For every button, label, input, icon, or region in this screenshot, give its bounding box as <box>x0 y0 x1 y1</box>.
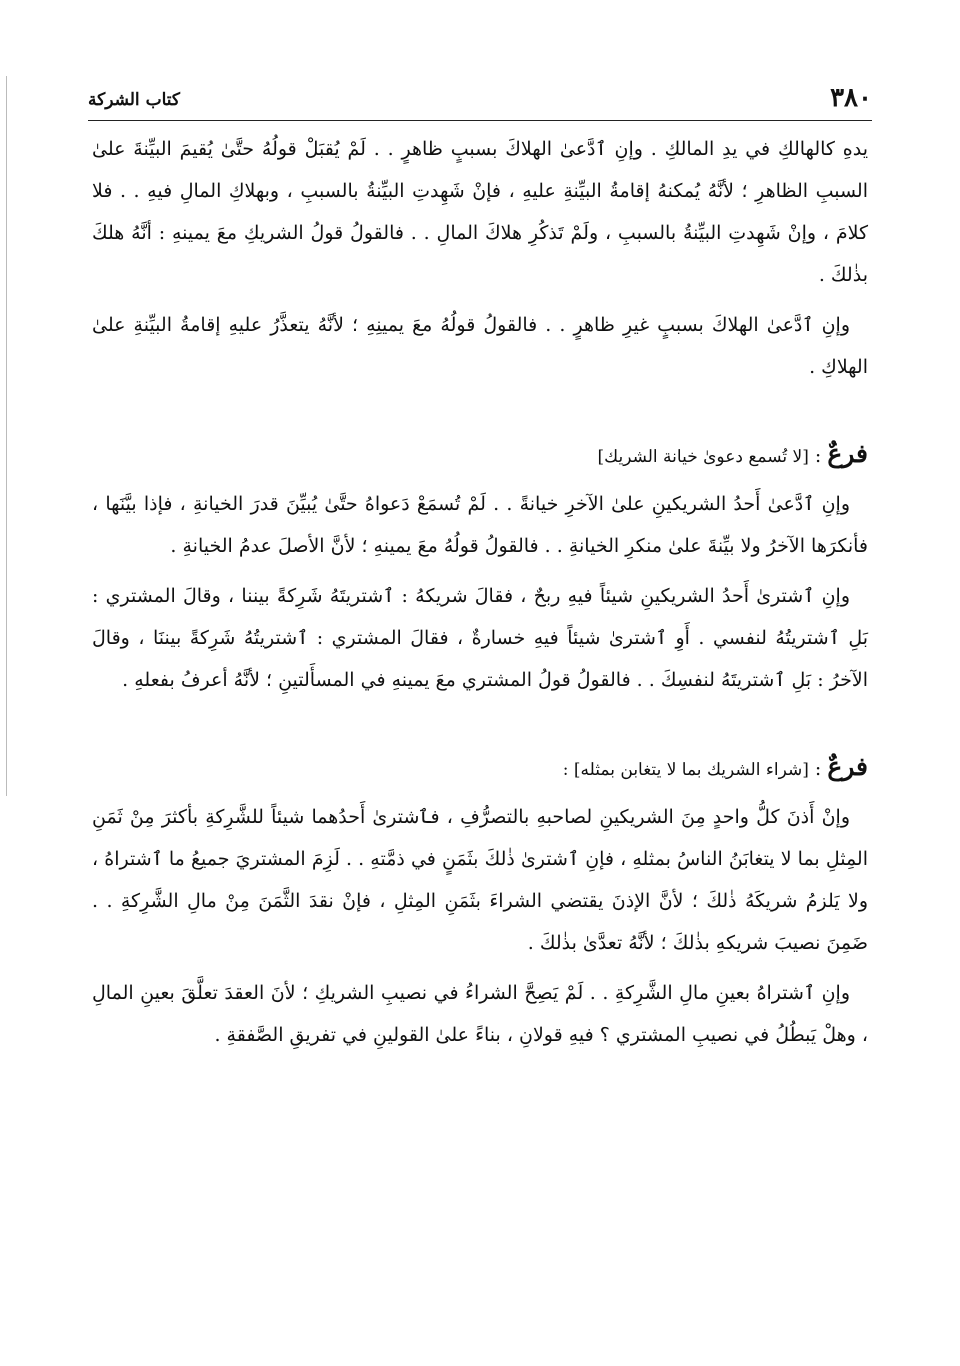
section-heading <box>92 432 868 479</box>
heading-separator: : <box>814 758 822 780</box>
branch-label: فرعٌ <box>827 752 868 781</box>
branch-title: [شراء الشريك بما لا يتغابن بمثله] : <box>562 760 809 780</box>
header-rule <box>88 120 872 121</box>
paragraph: وإنِ ٱدَّعىٰ الهلاكَ بسببٍ غيرِ ظاهرٍ . . فالقولُ قولُهُ معَ يمينِهِ ؛ لأنَّهُ يتعذَّرُ عليهِ إقامةُ البيِّنةِ علىٰ الهلاكِ . <box>92 314 868 378</box>
page-body <box>92 128 868 1064</box>
running-title: كتاب الشركة <box>88 90 180 110</box>
paragraph: وإنِ ٱشتراهُ بعينِ مالِ الشَّرِكةِ . . لَمْ يَصِحَّ الشراءُ في نصيبِ الشريكِ ؛ لأنَ العقدَ تعلَّقَ بعينِ المالِ ، وهلْ يَبطُلُ في نصيبِ المشتري ؟ فيهِ قولانِ ، بناءً علىٰ القولينِ في تفريقِ الصَّفقةِ . <box>92 982 868 1046</box>
paragraph: وإنِ ٱشترىٰ أَحدُ الشريكينِ شيئاً فيهِ ربحٌ ، فقالَ شريكهُ : ٱشتريتَهُ شَرِكةً بيننا ، وقالَ المشتري : بَلِ ٱشتريتُهُ لنفسي . أَوِ ٱشترىٰ شيئاً فيهِ خسارةٌ ، فقالَ المشتري : ٱشتريتُهُ شَرِكةً بيننَا ، وقالَ الآخرُ : بَلِ ٱشتريتَهُ لنفسِكَ . . فالقولُ قولُ المشتري معَ يمينهِ في المسأَلتينِ ؛ لأنَّهُ أعرفُ بفعلهِ . <box>92 585 868 691</box>
branch-section <box>92 432 868 701</box>
scan-edge-line <box>6 76 7 796</box>
branch-title: [لا تُسمع دعوىٰ خيانة الشريك] <box>597 447 809 467</box>
paragraph: وإنْ أَذنَ كلُّ واحدٍ مِنَ الشريكينِ لصاحبهِ بالتصرُّفِ ، فٱشترىٰ أَحدُهما شيئاً للشَّرِكةِ بأكثرَ مِنْ ثَمَنِ المِثلِ بما لا يتغابَنُ الناسُ بمثلهِ ، فإنِ ٱشترىٰ ذٰلكَ بثَمَنٍ في ذمَّتهِ . . لَزِمَ المشتريَ جميعُ ما ٱشتراهُ ، ولا يَلزمُ شريكَهُ ذٰلكَ ؛ لأنَّ الإذنَ يقتضي الشراءَ بثَمَنِ المِثلِ ، فإنْ نقدَ الثَّمَنَ مِنْ مالِ الشَّرِكةِ . . ضَمِنَ نصيبَ شريكهِ بذٰلكَ ؛ لأنَّهُ تعدَّىٰ بذٰلكَ . <box>92 806 868 954</box>
section-heading <box>92 745 868 792</box>
heading-separator: : <box>814 445 822 467</box>
page-header <box>88 80 872 120</box>
paragraph: وإنِ ٱدَّعىٰ أَحدُ الشريكينِ علىٰ الآخرِ خيانةً . . لَمْ تُسمَعْ دَعواهُ حتَّىٰ يُبيِّنَ قدرَ الخيانةِ ، فإذا بيَّنَها ، فأنكرَها الآخرُ ولا بيِّنةَ علىٰ منكرِ الخيانةِ . . فالقولُ قولُهُ معَ يمينهِ ؛ لأنَّ الأصلَ عدمُ الخيانةِ . <box>92 493 868 557</box>
paragraph: يدهِ كالهالكِ في يدِ المالكِ . وإنِ ٱدَّعىٰ الهلاكَ بسببٍ ظاهرٍ . . لَمْ يُقبَلْ قولُهُ حتَّىٰ يُقيمَ البيِّنةَ علىٰ السببِ الظاهرِ ؛ لأنَّهُ يُمكنهُ إقامةُ البيِّنةِ عليهِ ، فإنْ شَهِدتِ البيِّنةُ بالسببِ ، وبهلاكِ المالِ فيهِ . . فلا كلامَ ، وإنْ شَهِدتِ البيِّنةُ بالسببِ ، ولَمْ تَذكُرِ هلاكَ المالِ . . فالقولُ قولُ الشريكِ معَ يمينهِ : أنَّهُ هلكَ بذٰلكَ . <box>92 138 868 286</box>
branch-section <box>92 745 868 1056</box>
page-number: ٣٨٠ <box>830 83 872 113</box>
branch-label: فرعٌ <box>827 439 868 468</box>
